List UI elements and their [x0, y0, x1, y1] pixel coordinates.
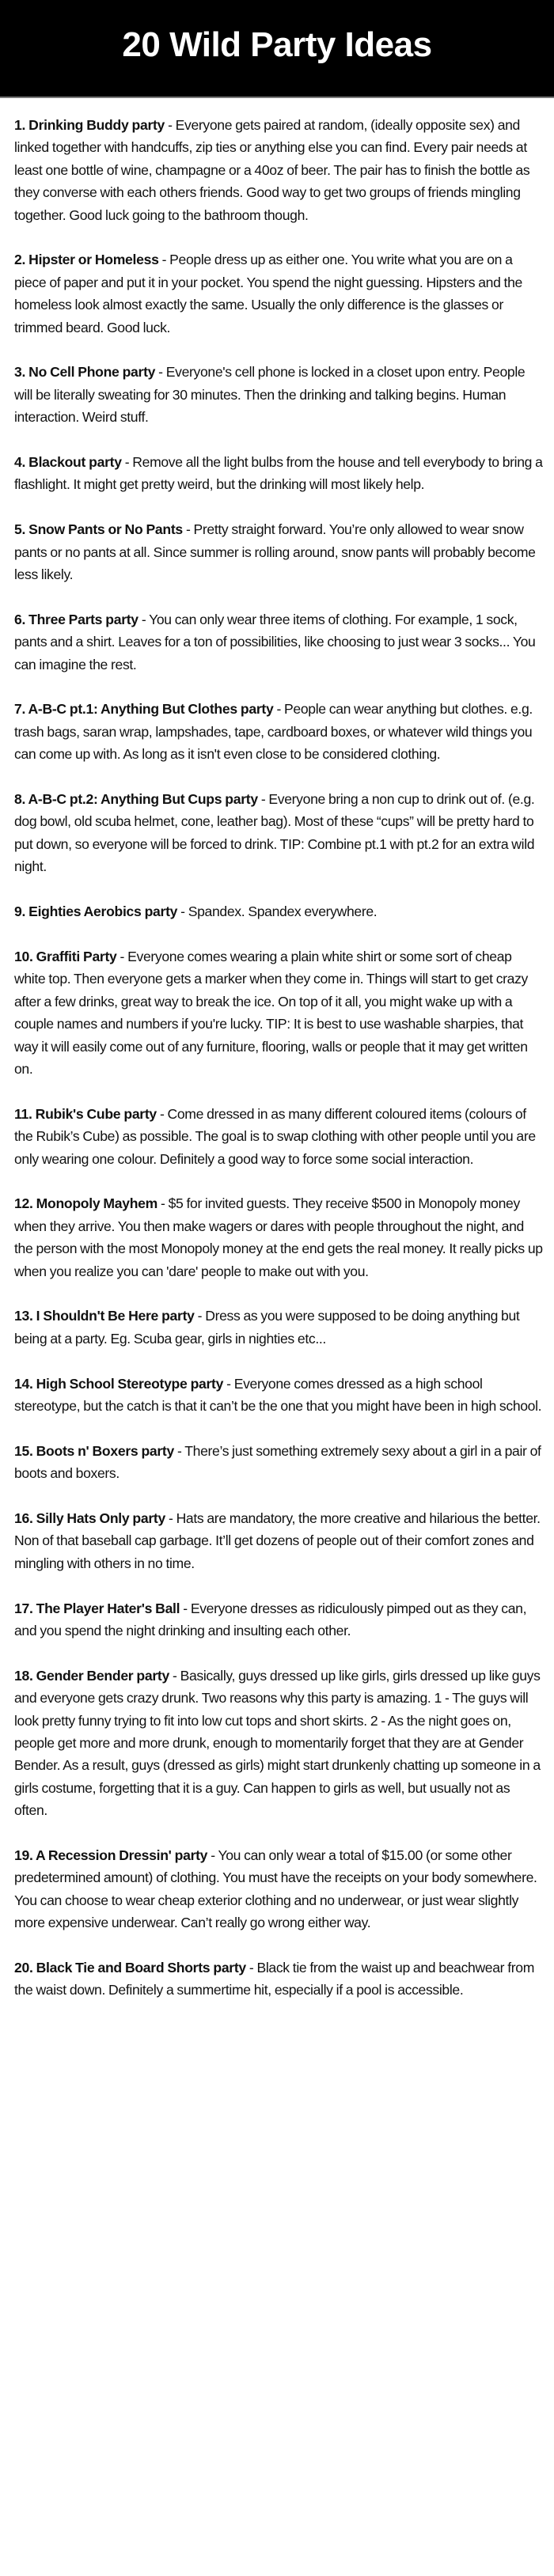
idea-description: Everyone comes dressed as a high school stereotype, but the catch is that it can’t be the one that you might have been in high school.: [14, 1375, 542, 1414]
idea-description: People can wear anything but clothes. e.g. trash bags, saran wrap, lampshades, tape, cardboard boxes, or whatever wild things you can come up with. As long as it isn't even close to be considered clothing.: [14, 701, 533, 763]
idea-title: 6. Three Parts party: [14, 611, 138, 627]
idea-item: [14, 608, 545, 676]
idea-title: 3. No Cell Phone party: [14, 364, 156, 381]
idea-item: [14, 788, 545, 878]
idea-title: 2. Hipster or Homeless: [14, 252, 159, 268]
idea-title: 17. The Player Hater's Ball: [14, 1600, 180, 1616]
idea-description: Remove all the light bulbs from the house and tell everybody to bring a flashlight. It might get pretty weird, but the drinking will most likely help.: [14, 454, 543, 493]
idea-separator: -: [257, 791, 269, 808]
idea-description: Basically, guys dressed up like girls, girls dressed up like guys and everyone gets crazy drunk. Two reasons why this party is amazing. 1 - The guys will look pretty funny trying to fit into low cut tops and short skirts. 2 - As the night goes on, people get more and more drunk, enough to momentarily forget that they are at Gender Bender. As a result, guys (dressed as girls) might start drunkenly chatting up someone in a girls costume, forgetting that it is a guy. Can happen to girls as well, but usually not as often.: [14, 1667, 541, 1819]
idea-title: 9. Eighties Aerobics party: [14, 903, 178, 920]
idea-description: Everyone dresses as ridiculously pimped out as they can, and you spend the night drinking and insulting each other.: [14, 1600, 527, 1638]
idea-separator: -: [165, 117, 176, 133]
idea-item: [14, 1305, 545, 1350]
idea-title: 7. A-B-C pt.1: Anything But Clothes party: [14, 701, 274, 718]
idea-separator: -: [223, 1375, 234, 1392]
idea-description: Pretty straight forward. You’re only allowed to wear snow pants or no pants at all. Since summer is rolling around, snow pants will probably become less likely.: [14, 521, 536, 583]
idea-separator: -: [156, 1105, 168, 1122]
idea-item: [14, 1665, 545, 1822]
idea-separator: -: [207, 1847, 218, 1863]
idea-description: Everyone bring a non cup to drink out of. (e.g. dog bowl, old scuba helmet, cone, leather bag). Most of these “cups” will be pretty hard to put down, so everyone will be forced to drink. TIP: Combine pt.1 with pt.2 for an extra wild night.: [14, 791, 535, 875]
idea-item: [14, 248, 545, 339]
idea-separator: -: [173, 1442, 185, 1459]
idea-item: [14, 1440, 545, 1485]
idea-separator: -: [177, 903, 188, 920]
idea-title: 13. I Shouldn't Be Here party: [14, 1308, 195, 1324]
idea-item: [14, 1103, 545, 1170]
idea-separator: -: [158, 252, 170, 268]
idea-separator: -: [121, 454, 133, 471]
idea-separator: -: [169, 1667, 180, 1684]
idea-item: [14, 1507, 545, 1574]
idea-separator: -: [116, 948, 128, 964]
idea-item: [14, 698, 545, 765]
idea-description: Hats are mandatory, the more creative and hilarious the better. Non of that baseball cap garbage. It’ll get dozens of people out of their comfort zones and mingling with others in no time.: [14, 1510, 541, 1571]
idea-description: Everyone gets paired at random, (ideally opposite sex) and linked together with handcuffs, zip ties or anything else you can find. Every pair needs at least one bottle of wine, champagne or a 40oz of beer. The pair has to finish the bottle as they converse with each others friends. Good way to get two groups of friends mingling together. Good luck going to the bathroom though.: [14, 117, 530, 223]
party-ideas-list: [0, 98, 554, 2002]
idea-title: 19. A Recession Dressin' party: [14, 1847, 208, 1863]
idea-separator: -: [180, 1600, 191, 1616]
idea-title: 20. Black Tie and Board Shorts party: [14, 1960, 246, 1976]
idea-item: [14, 518, 545, 585]
idea-title: 5. Snow Pants or No Pants: [14, 521, 183, 538]
idea-title: 8. A-B-C pt.2: Anything But Cups party: [14, 791, 258, 808]
idea-description: People dress up as either one. You write what you are on a piece of paper and put it in your pocket. You spend the night guessing. Hipsters and the homeless look almost exactly the same. Usually the only difference is the glasses or trimmed beard. Good luck.: [14, 252, 522, 335]
idea-title: 16. Silly Hats Only party: [14, 1510, 165, 1526]
idea-item: [14, 1373, 545, 1418]
idea-description: You can only wear a total of $15.00 (or some other predetermined amount) of clothing. You must have the receipts on your body somewhere. You can choose to wear cheap exterior clothing and no underwear, or just wear slightly more expensive underwear. Can’t really go wrong either way.: [14, 1847, 537, 1931]
idea-title: 15. Boots n' Boxers party: [14, 1442, 174, 1459]
idea-item: [14, 114, 545, 226]
idea-separator: -: [155, 364, 166, 381]
idea-title: 11. Rubik's Cube party: [14, 1105, 157, 1122]
idea-title: 14. High School Stereotype party: [14, 1375, 224, 1392]
page-title: 20 Wild Party Ideas: [122, 25, 432, 64]
idea-title: 12. Monopoly Mayhem: [14, 1195, 157, 1212]
idea-description: Spandex. Spandex everywhere.: [188, 903, 378, 920]
idea-separator: -: [138, 611, 150, 627]
idea-separator: -: [165, 1510, 176, 1526]
idea-description: Everyone's cell phone is locked in a closet upon entry. People will be literally sweating for 30 minutes. Then the drinking and talking begins. Human interaction. Weird stuff.: [14, 364, 526, 426]
idea-item: [14, 361, 545, 428]
idea-item: [14, 945, 545, 1080]
idea-title: 10. Graffiti Party: [14, 948, 117, 964]
idea-title: 1. Drinking Buddy party: [14, 117, 165, 133]
idea-item: [14, 1597, 545, 1642]
idea-separator: -: [182, 521, 194, 538]
idea-separator: -: [194, 1308, 206, 1324]
idea-description: Come dressed in as many different coloured items (colours of the Rubik’s Cube) as possible. The goal is to swap clothing with other people until you are only wearing one colour. Definitely a good way to force some social interaction.: [14, 1105, 536, 1167]
idea-title: 4. Blackout party: [14, 454, 122, 471]
idea-title: 18. Gender Bender party: [14, 1667, 169, 1684]
idea-description: You can only wear three items of clothing. For example, 1 sock, pants and a shirt. Leaves for a ton of possibilities, like choosing to just wear 3 socks... You can imagine the rest.: [14, 611, 536, 672]
idea-description: Everyone comes wearing a plain white shirt or some sort of cheap white top. Then everyone gets a marker when they come in. Things will start to get crazy after a few drinks, great way to break the ice. On top of it all, you might wake up with a couple names and numbers if you're lucky. TIP: It is best to use washable sharpies, that way it will easily come out of any furniture, flooring, walls or people that it may get written on.: [14, 948, 528, 1077]
idea-item: [14, 451, 545, 496]
idea-item: [14, 1957, 545, 2002]
idea-description: $5 for invited guests. They receive $500 in Monopoly money when they arrive. You then make wagers or dares with people throughout the night, and the person with the most Monopoly money at the end gets the real money. It really picks up when you realize you can 'dare' people to make out with you.: [14, 1195, 543, 1279]
idea-description: Dress as you were supposed to be doing anything but being at a party. Eg. Scuba gear, girls in nighties etc...: [14, 1308, 520, 1347]
idea-description: There’s just something extremely sexy about a girl in a pair of boots and boxers.: [14, 1442, 541, 1482]
idea-separator: -: [245, 1960, 257, 1976]
idea-separator: -: [157, 1195, 169, 1212]
header-banner: [0, 0, 554, 98]
idea-item: [14, 1844, 545, 1934]
idea-description: Black tie from the waist up and beachwear from the waist down. Definitely a summertime hit, especially if a pool is accessible.: [14, 1960, 535, 1998]
idea-item: [14, 900, 545, 922]
idea-item: [14, 1192, 545, 1282]
idea-separator: -: [273, 701, 285, 718]
